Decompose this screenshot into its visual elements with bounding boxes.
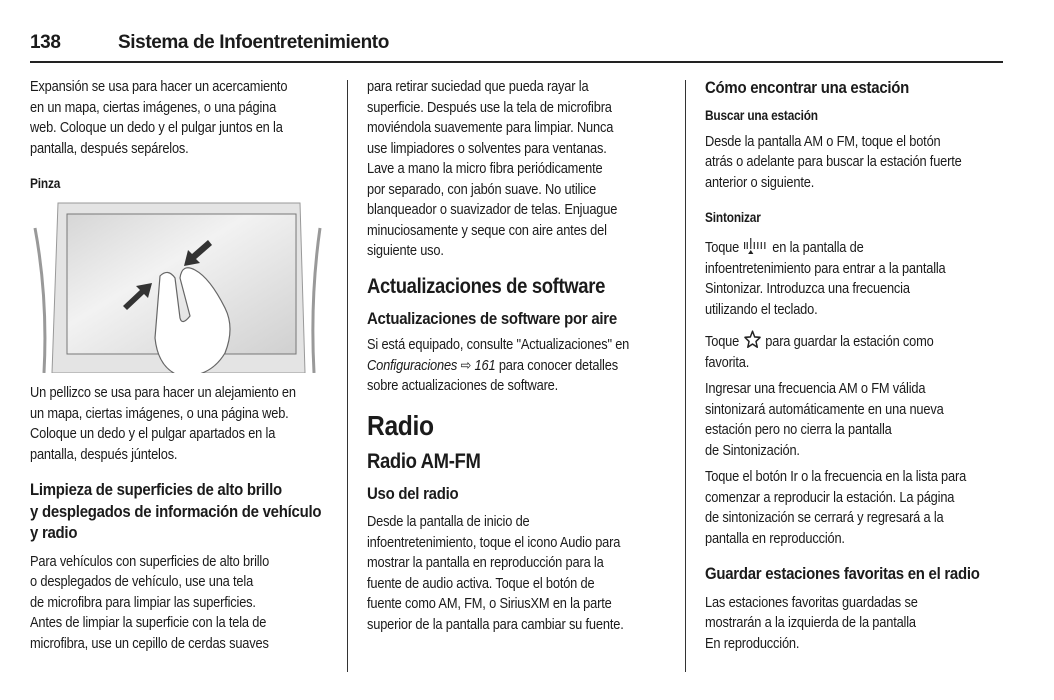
find-station-heading: Cómo encontrar una estación [705,78,910,97]
page-ref-number[interactable]: 161 [474,357,496,374]
tune-paragraph [705,238,1015,320]
favorite-text-2: para guardar la estación como [761,334,934,350]
radio-heading: Radio [367,409,434,441]
favorite-paragraph [705,330,1015,373]
tune-text-3: infoentretenimiento para entrar a la pantalla Sintonizar. Introduzca una frecuencia utilizando el teclado. [705,260,946,318]
star-icon [743,330,762,348]
enter-frequency-paragraph: Ingresar una frecuencia AM o FM válida sintonizará automáticamente en una nueva estación pero no cierra la pantalla de Sintonización. [705,381,944,459]
seek-station-heading: Buscar una estación [705,107,818,123]
save-favorites-paragraph: Las estaciones favoritas guardadas se mostrarán a la izquierda de la pantalla En reproducción. [705,594,918,652]
pinza-label: Pinza [30,176,61,191]
ota-updates-heading: Actualizaciones de software por aire [367,308,617,328]
seek-paragraph: Desde la pantalla AM o FM, toque el botón atrás o adelante para buscar la estación fuerte anterior o siguiente. [705,133,962,191]
software-updates-heading: Actualizaciones de software [367,274,606,298]
pinch-paragraph: Un pellizco se usa para hacer un alejamiento en un mapa, ciertas imágenes, o una página web. Coloque un dedo y el pulgar apartados en la pantalla, después júntelos. [30,385,296,463]
ota-text-2: para conocer detalles [495,357,618,374]
configuraciones-link[interactable]: Configuraciones [367,357,458,374]
cleaning-heading: Limpieza de superficies de alto brillo y desplegados de información de vehículo y radio [30,480,322,542]
radio-amfm-heading: Radio AM-FM [367,449,481,473]
favorite-text-3: favorita. [705,354,750,371]
column-divider [347,80,348,672]
header-rule [30,61,1003,63]
save-favorites-heading: Guardar estaciones favoritas en el radio [705,564,980,583]
favorite-text-1: Toque [705,334,743,350]
ota-paragraph [367,335,677,397]
cleaning-continued-paragraph: para retirar suciedad que pueda rayar la superficie. Después use la tela de microfibra moviéndola suavemente para limpiar. Nunca use limpiadores o solventes para ventanas. Lave a mano la micro fibra periódicamente por separado, con jabón suave. No utilice blanqueador o suavizador de telas. Enjuague minuciosamente y seque con aire antes del siguiente uso. [367,79,618,259]
tune-heading: Sintonizar [705,210,761,225]
section-title: Sistema de Infoentretenimiento [118,32,389,53]
column-1 [30,77,340,654]
radio-usage-heading: Uso del radio [367,483,459,503]
column-divider [685,80,686,672]
tune-text-1: Toque [705,240,743,256]
page-ref-arrow-icon: ⇨ [460,357,472,374]
column-2 [367,77,677,635]
ota-text-3: sobre actualizaciones de software. [367,378,559,394]
cleaning-paragraph: Para vehículos con superficies de alto brillo o desplegados de vehículo, use una tela de microfibra para limpiar las superficies. Antes de limpiar la superficie con la tela de microfibra, use un cepillo de cerdas suaves [30,553,270,652]
tune-dial-icon [743,238,769,254]
go-button-paragraph: Toque el botón Ir o la frecuencia en la lista para comenzar a reproducir la estación. La página de sintonización se cerrará y regresará a la pantalla en reproducción. [705,469,967,547]
page-number: 138 [30,32,61,53]
tune-text-2: en la pantalla de [768,240,864,256]
expansion-paragraph: Expansión se usa para hacer un acercamiento en un mapa, ciertas imágenes, o una página web. Coloque un dedo y el pulgar juntos en la pantalla, después sepárelos. [30,79,288,157]
radio-usage-paragraph: Desde la pantalla de inicio de infoentretenimiento, toque el icono Audio para mostrar la pantalla en reproducción para la fuente de audio activa. Toque el botón de fuente como AM, FM, o SiriusXM en la parte superior de la pantalla para cambiar su fuente. [367,514,624,633]
pinch-gesture-illustration [30,198,327,373]
ota-text-1: Si está equipado, consulte "Actualizaciones" en [367,337,630,353]
column-3 [705,77,1015,654]
